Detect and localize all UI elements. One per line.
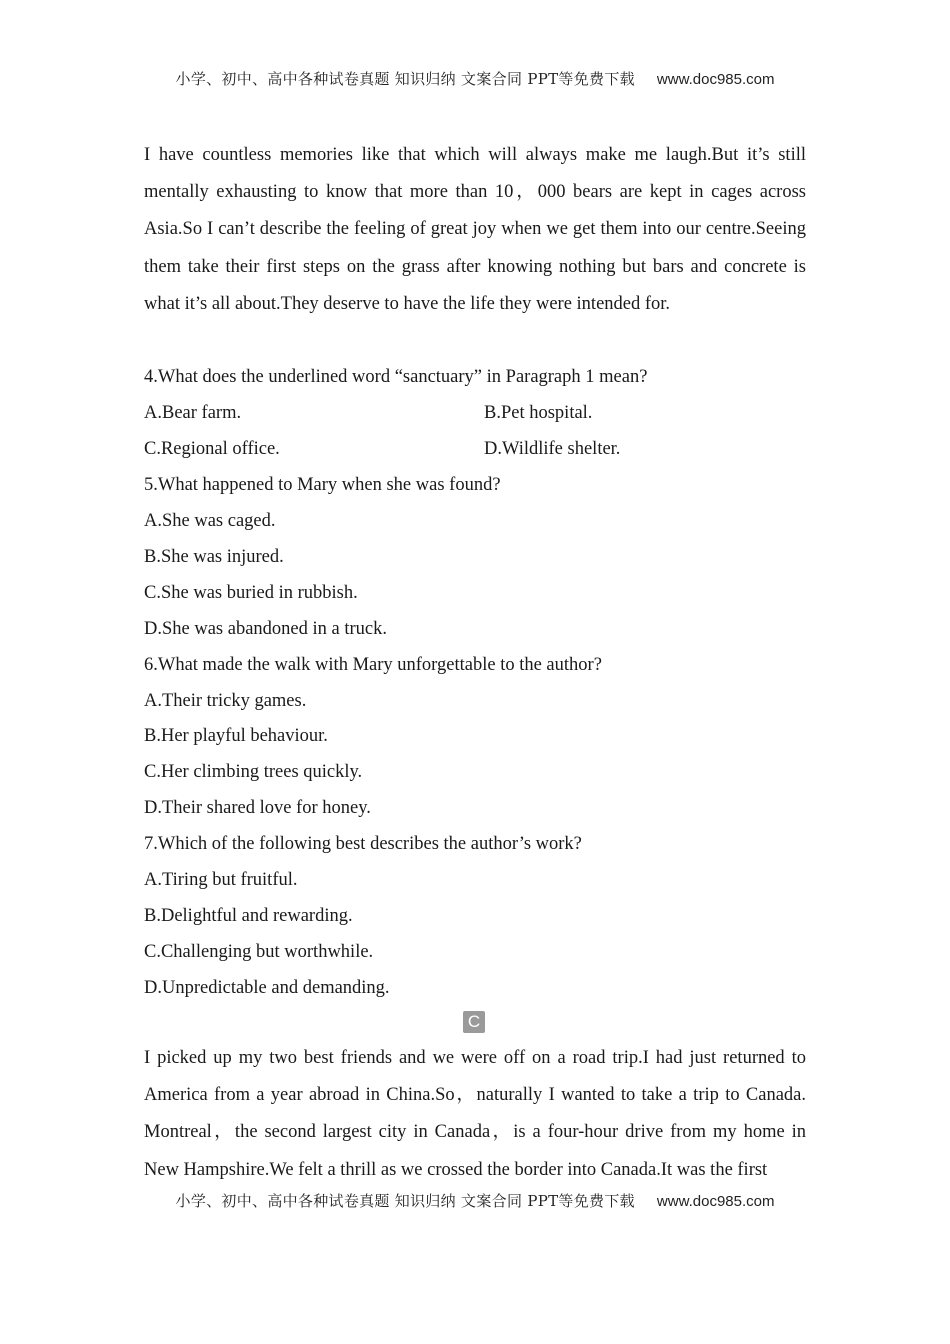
header-text: 小学、初中、高中各种试卷真题 知识归纳 文案合同 PPT等免费下载 bbox=[175, 70, 635, 88]
question-7-option-b: B.Delightful and rewarding. bbox=[144, 906, 353, 926]
question-7-option-a: A.Tiring but fruitful. bbox=[144, 870, 298, 890]
question-6-option-d: D.Their shared love for honey. bbox=[144, 798, 371, 818]
page-header bbox=[0, 68, 950, 89]
question-7-option-c: C.Challenging but worthwhile. bbox=[144, 942, 374, 962]
footer-url[interactable]: www.doc985.com bbox=[656, 1193, 775, 1210]
question-4-option-b: B.Pet hospital. bbox=[484, 403, 593, 423]
question-6-stem: 6.What made the walk with Mary unforgettable to the author? bbox=[144, 655, 602, 675]
question-5-option-b: B.She was injured. bbox=[144, 547, 284, 567]
question-5-option-c: C.She was buried in rubbish. bbox=[144, 583, 358, 603]
passage-c-paragraph: I picked up my two best friends and we were off on a road trip.I had just returned to America from a year abroad in China.So，naturally I wanted to take a trip to Canada. Montreal，the second largest city in Canada，is a four-hour drive from my home in New Hampshire.We felt a thrill as we crossed the border into Canada.It was the first bbox=[144, 1048, 806, 1180]
header-url[interactable]: www.doc985.com bbox=[656, 71, 775, 88]
footer-text: 小学、初中、高中各种试卷真题 知识归纳 文案合同 PPT等免费下载 bbox=[175, 1192, 635, 1210]
section-c-badge: C bbox=[463, 1011, 485, 1033]
question-4-option-a: A.Bear farm. bbox=[144, 403, 242, 423]
question-5-option-d: D.She was abandoned in a truck. bbox=[144, 619, 388, 639]
question-5-option-a: A.She was caged. bbox=[144, 511, 276, 531]
question-4-option-d: D.Wildlife shelter. bbox=[484, 439, 621, 459]
question-6-option-a: A.Their tricky games. bbox=[144, 691, 307, 711]
question-4-option-c: C.Regional office. bbox=[144, 439, 280, 459]
question-7-option-d: D.Unpredictable and demanding. bbox=[144, 978, 390, 998]
question-5-stem: 5.What happened to Mary when she was found? bbox=[144, 475, 501, 495]
question-6-option-b: B.Her playful behaviour. bbox=[144, 726, 328, 746]
question-7-stem: 7.Which of the following best describes the author’s work? bbox=[144, 834, 582, 854]
question-4-stem: 4.What does the underlined word “sanctuary” in Paragraph 1 mean? bbox=[144, 367, 648, 387]
question-6-option-c: C.Her climbing trees quickly. bbox=[144, 762, 363, 782]
passage-b-paragraph: I have countless memories like that which will always make me laugh.But it’s still mentally exhausting to know that more than 10，000 bears are kept in cages across Asia.So I can’t describe the feeling of great joy when we get them into our centre.Seeing them take their first steps on the grass after knowing nothing but bars and concrete is what it’s all about.They deserve to have the life they were intended for. bbox=[144, 145, 806, 314]
page-footer bbox=[0, 1190, 950, 1211]
